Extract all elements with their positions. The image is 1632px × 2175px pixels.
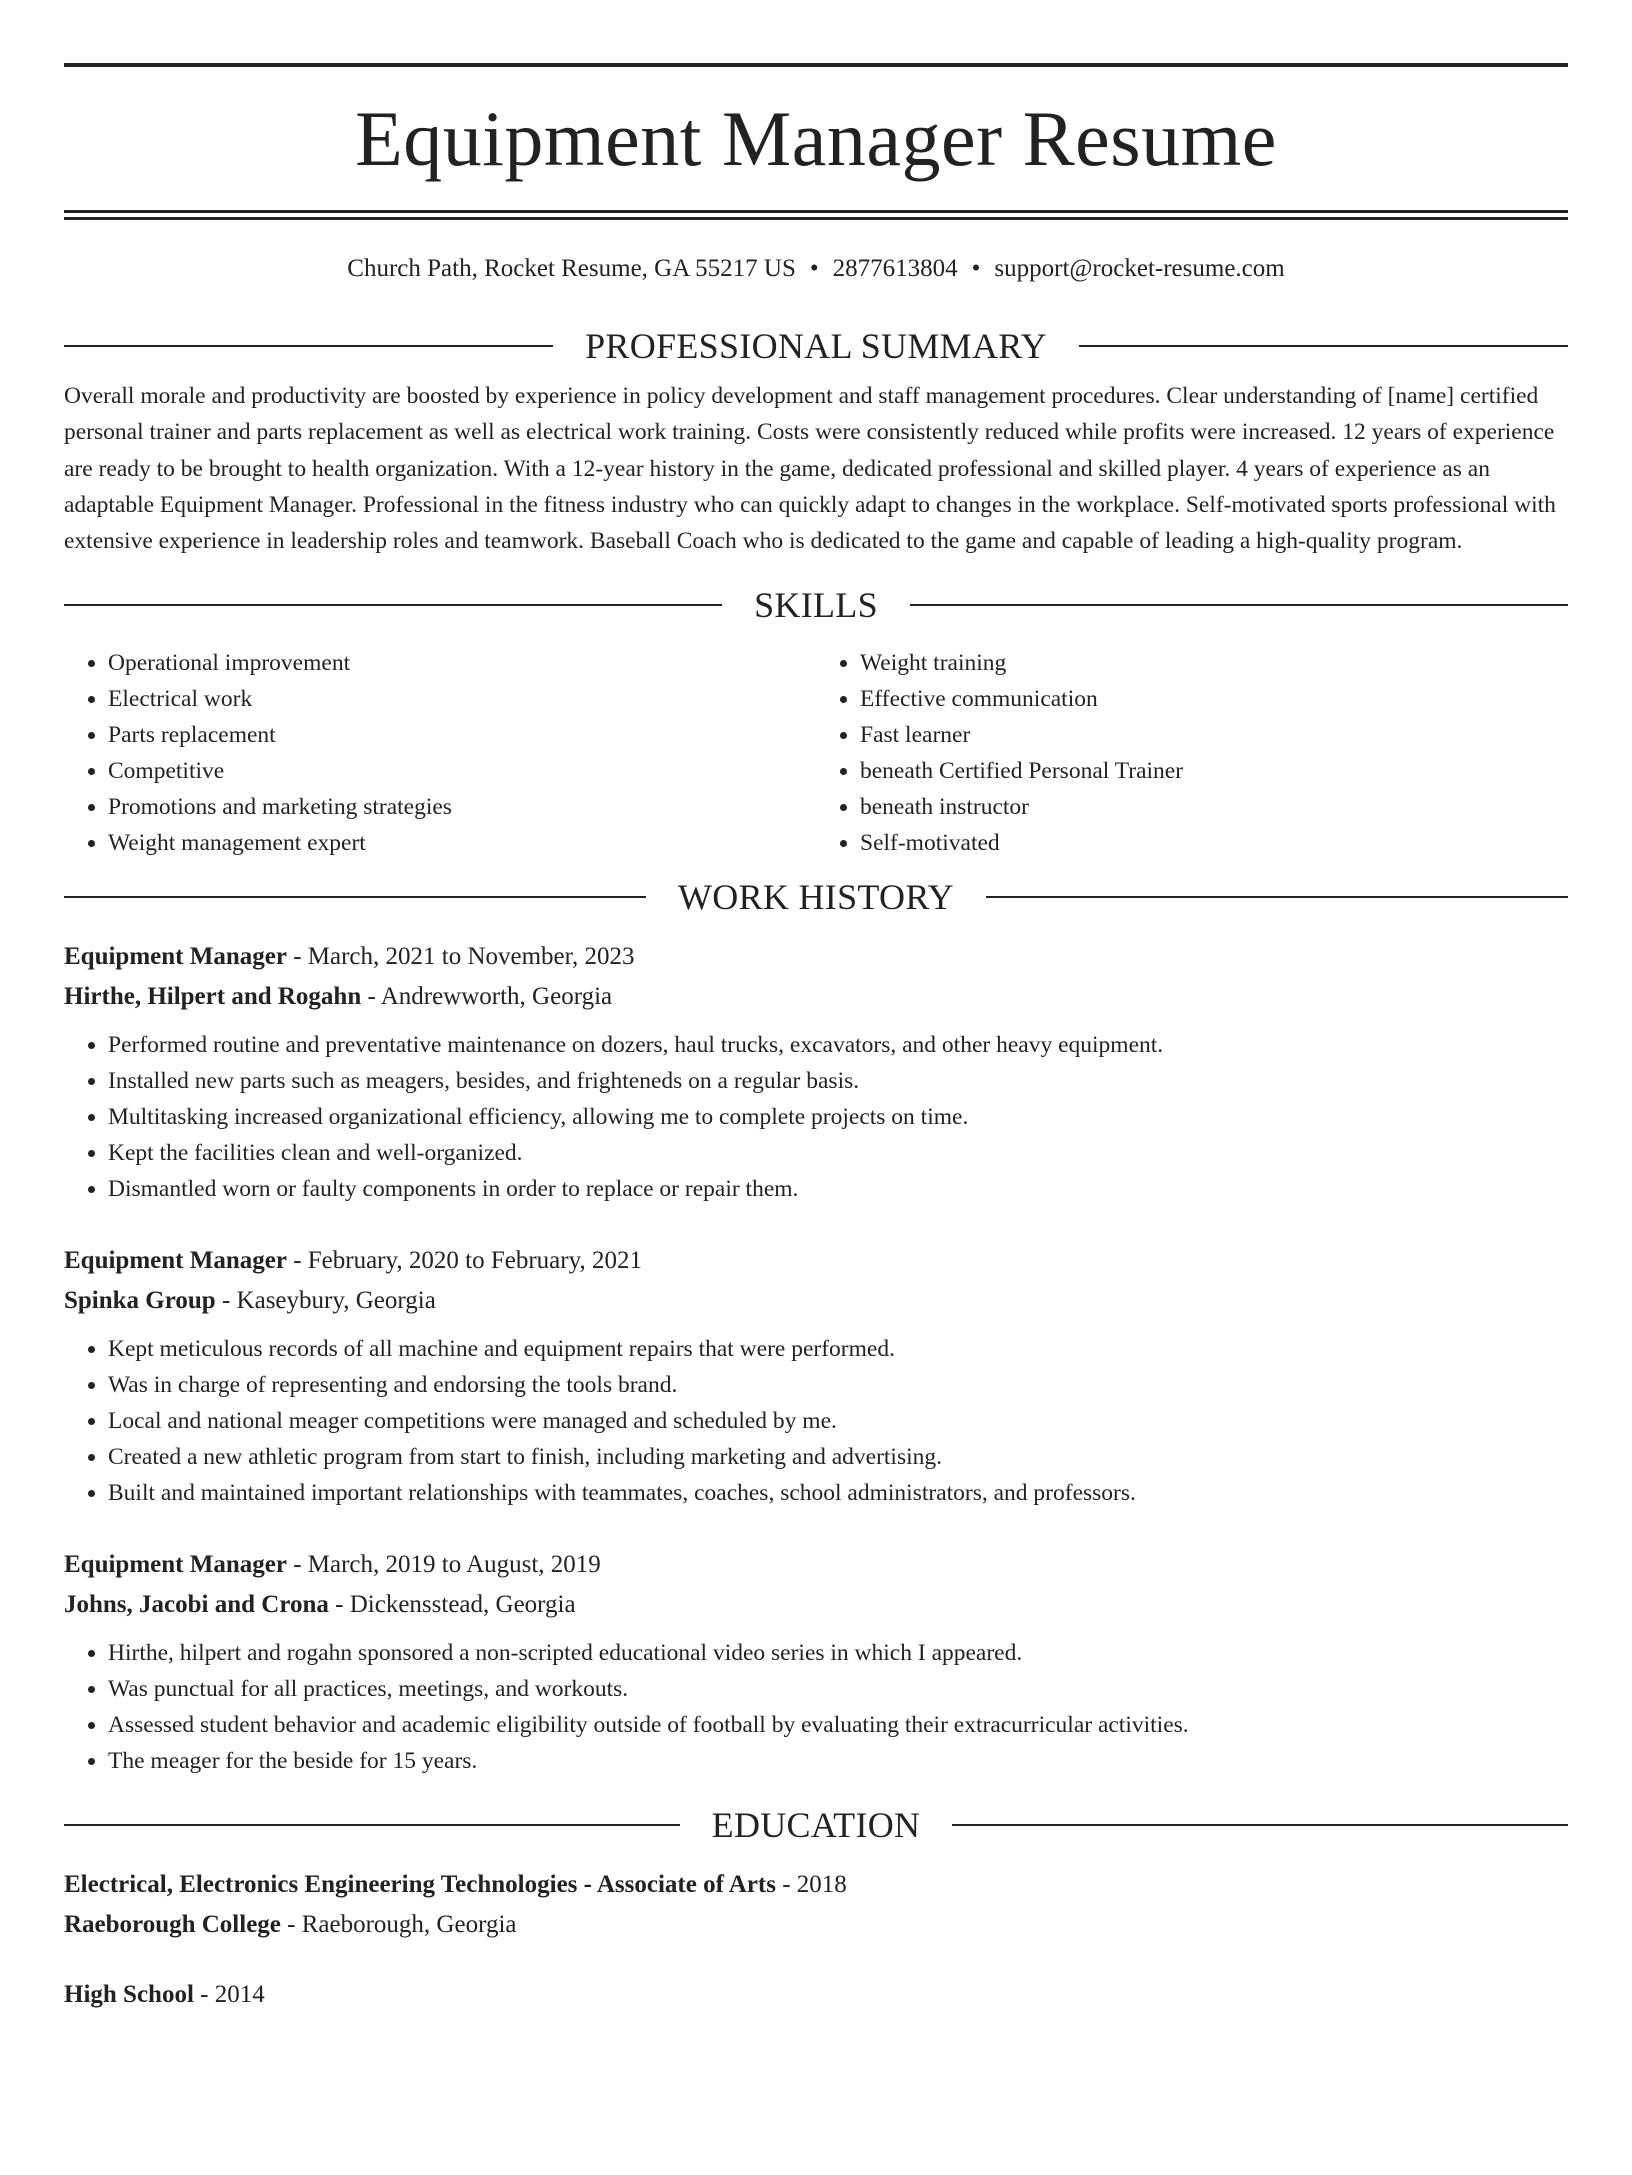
contact-email[interactable]: support@rocket-resume.com — [994, 255, 1285, 282]
skill-item: • Electrical work — [108, 681, 816, 717]
resume-page — [0, 63, 1632, 2175]
education-entry — [64, 1865, 1568, 1945]
education-school-line — [64, 1905, 1568, 1945]
job-bullet: • Dismantled worn or faulty components in order to replace or repair them. — [108, 1171, 1568, 1207]
skill-item: • Self-motivated — [860, 825, 1568, 861]
skills-column-right — [816, 645, 1568, 861]
education-degree: High School — [64, 1981, 194, 2009]
skill-item: • Fast learner — [860, 717, 1568, 753]
job-bullet: • Kept meticulous records of all machine and equipment repairs that were performed. — [108, 1331, 1568, 1367]
heading-rule — [910, 604, 1568, 606]
education-entry — [64, 1975, 1568, 2015]
skill-item: • Competitive — [108, 753, 816, 789]
job-dates: - February, 2020 to February, 2021 — [286, 1247, 642, 1275]
job-bullet: • Assessed student behavior and academic eligibility outside of football by evaluating their extracurricular activities. — [108, 1707, 1568, 1743]
contact-phone: 2877613804 — [832, 255, 958, 282]
education-degree: Electrical, Electronics Engineering Technologies - Associate of Arts — [64, 1871, 776, 1899]
skills-section-heading — [64, 583, 1568, 627]
job-bullet: • Built and maintained important relationships with teammates, coaches, school administrators, and professors. — [108, 1475, 1568, 1511]
heading-rule — [64, 1824, 680, 1826]
skill-item: • Weight training — [860, 645, 1568, 681]
job-bullet: • Installed new parts such as meagers, besides, and frighteneds on a regular basis. — [108, 1063, 1568, 1099]
resume-title: Equipment Manager Resume — [355, 95, 1277, 182]
job-title-line — [64, 1241, 1568, 1281]
education-section-heading — [64, 1803, 1568, 1847]
skill-item: • beneath instructor — [860, 789, 1568, 825]
job-bullet: • Hirthe, hilpert and rogahn sponsored a non-scripted educational video series in which I appeared. — [108, 1635, 1568, 1671]
job-bullets — [64, 1331, 1568, 1511]
contact-address: Church Path, Rocket Resume, GA 55217 US — [347, 255, 796, 282]
job-company-line — [64, 1585, 1568, 1625]
skill-item: • Effective communication — [860, 681, 1568, 717]
job-entry — [64, 1241, 1568, 1511]
skills-heading-label: SKILLS — [754, 585, 878, 626]
contact-separator: • — [809, 255, 819, 282]
education-school: Raeborough College — [64, 1911, 281, 1939]
job-location: - Andrewworth, Georgia — [361, 983, 613, 1011]
job-role: Equipment Manager — [64, 1551, 287, 1579]
heading-rule — [64, 896, 646, 898]
skills-column-left — [64, 645, 816, 861]
job-bullet: • The meager for the beside for 15 years. — [108, 1743, 1568, 1779]
heading-rule — [1079, 345, 1568, 347]
job-bullet: • Performed routine and preventative maintenance on dozers, haul trucks, excavators, and other heavy equipment. — [108, 1027, 1568, 1063]
education-degree-line — [64, 1975, 1568, 2015]
education-degree-line — [64, 1865, 1568, 1905]
job-role: Equipment Manager — [64, 1247, 287, 1275]
job-location: - Dickensstead, Georgia — [328, 1591, 576, 1619]
job-entry — [64, 937, 1568, 1207]
education-heading-label: EDUCATION — [711, 1805, 921, 1846]
skill-item: • beneath Certified Personal Trainer — [860, 753, 1568, 789]
job-bullet: • Kept the facilities clean and well-organized. — [108, 1135, 1568, 1171]
job-company: Johns, Jacobi and Crona — [64, 1591, 329, 1619]
heading-rule — [986, 896, 1568, 898]
skill-item: • Parts replacement — [108, 717, 816, 753]
heading-rule — [64, 345, 553, 347]
work-heading-label: WORK HISTORY — [678, 877, 954, 918]
education-location: - Raeborough, Georgia — [280, 1911, 517, 1939]
job-entry — [64, 1545, 1568, 1779]
job-bullet: • Created a new athletic program from start to finish, including marketing and advertising. — [108, 1439, 1568, 1475]
skill-item: • Weight management expert — [108, 825, 816, 861]
skill-item: • Operational improvement — [108, 645, 816, 681]
summary-text: Overall morale and productivity are boosted by experience in policy development and staff management procedures. Clear understanding of [name] certified personal trainer and parts replacement as well as electrical work training. Costs were consistently reduced while profits were increased. 12 years of experience are ready to be brought to health organization. With a 12-year history in the game, dedicated professional and skilled player. 4 years of experience as an adaptable Equipment Manager. Professional in the fitness industry who can quickly adapt to changes in the workplace. Self-motivated sports professional with extensive experience in leadership roles and teamwork. Baseball Coach who is dedicated to the game and capable of leading a high-quality program. — [64, 383, 1556, 555]
job-company-line — [64, 977, 1568, 1017]
summary-heading-label: PROFESSIONAL SUMMARY — [585, 326, 1047, 366]
job-company: Hirthe, Hilpert and Rogahn — [64, 983, 362, 1011]
education-year: - 2014 — [193, 1981, 265, 2009]
job-role: Equipment Manager — [64, 943, 287, 971]
job-company-line — [64, 1281, 1568, 1321]
job-company: Spinka Group — [64, 1287, 216, 1315]
contact-line — [64, 254, 1568, 284]
education-year: - 2018 — [775, 1871, 847, 1899]
summary-section-heading — [64, 324, 1568, 368]
heading-rule — [64, 604, 722, 606]
job-location: - Kaseybury, Georgia — [215, 1287, 436, 1315]
top-rule — [64, 63, 1568, 67]
title-double-rule — [64, 210, 1568, 220]
job-title-line — [64, 1545, 1568, 1585]
job-bullets — [64, 1027, 1568, 1207]
job-bullet: • Local and national meager competitions were managed and scheduled by me. — [108, 1403, 1568, 1439]
job-dates: - March, 2019 to August, 2019 — [286, 1551, 601, 1579]
skill-item: • Promotions and marketing strategies — [108, 789, 816, 825]
job-bullet: • Was punctual for all practices, meetings, and workouts. — [108, 1671, 1568, 1707]
job-title-line — [64, 937, 1568, 977]
job-bullet: • Multitasking increased organizational efficiency, allowing me to complete projects on time. — [108, 1099, 1568, 1135]
job-bullets — [64, 1635, 1568, 1779]
work-section-heading — [64, 875, 1568, 919]
skills-list — [64, 645, 1568, 861]
job-dates: - March, 2021 to November, 2023 — [286, 943, 635, 971]
job-bullet: • Was in charge of representing and endorsing the tools brand. — [108, 1367, 1568, 1403]
contact-separator: • — [971, 255, 981, 282]
heading-rule — [952, 1824, 1568, 1826]
